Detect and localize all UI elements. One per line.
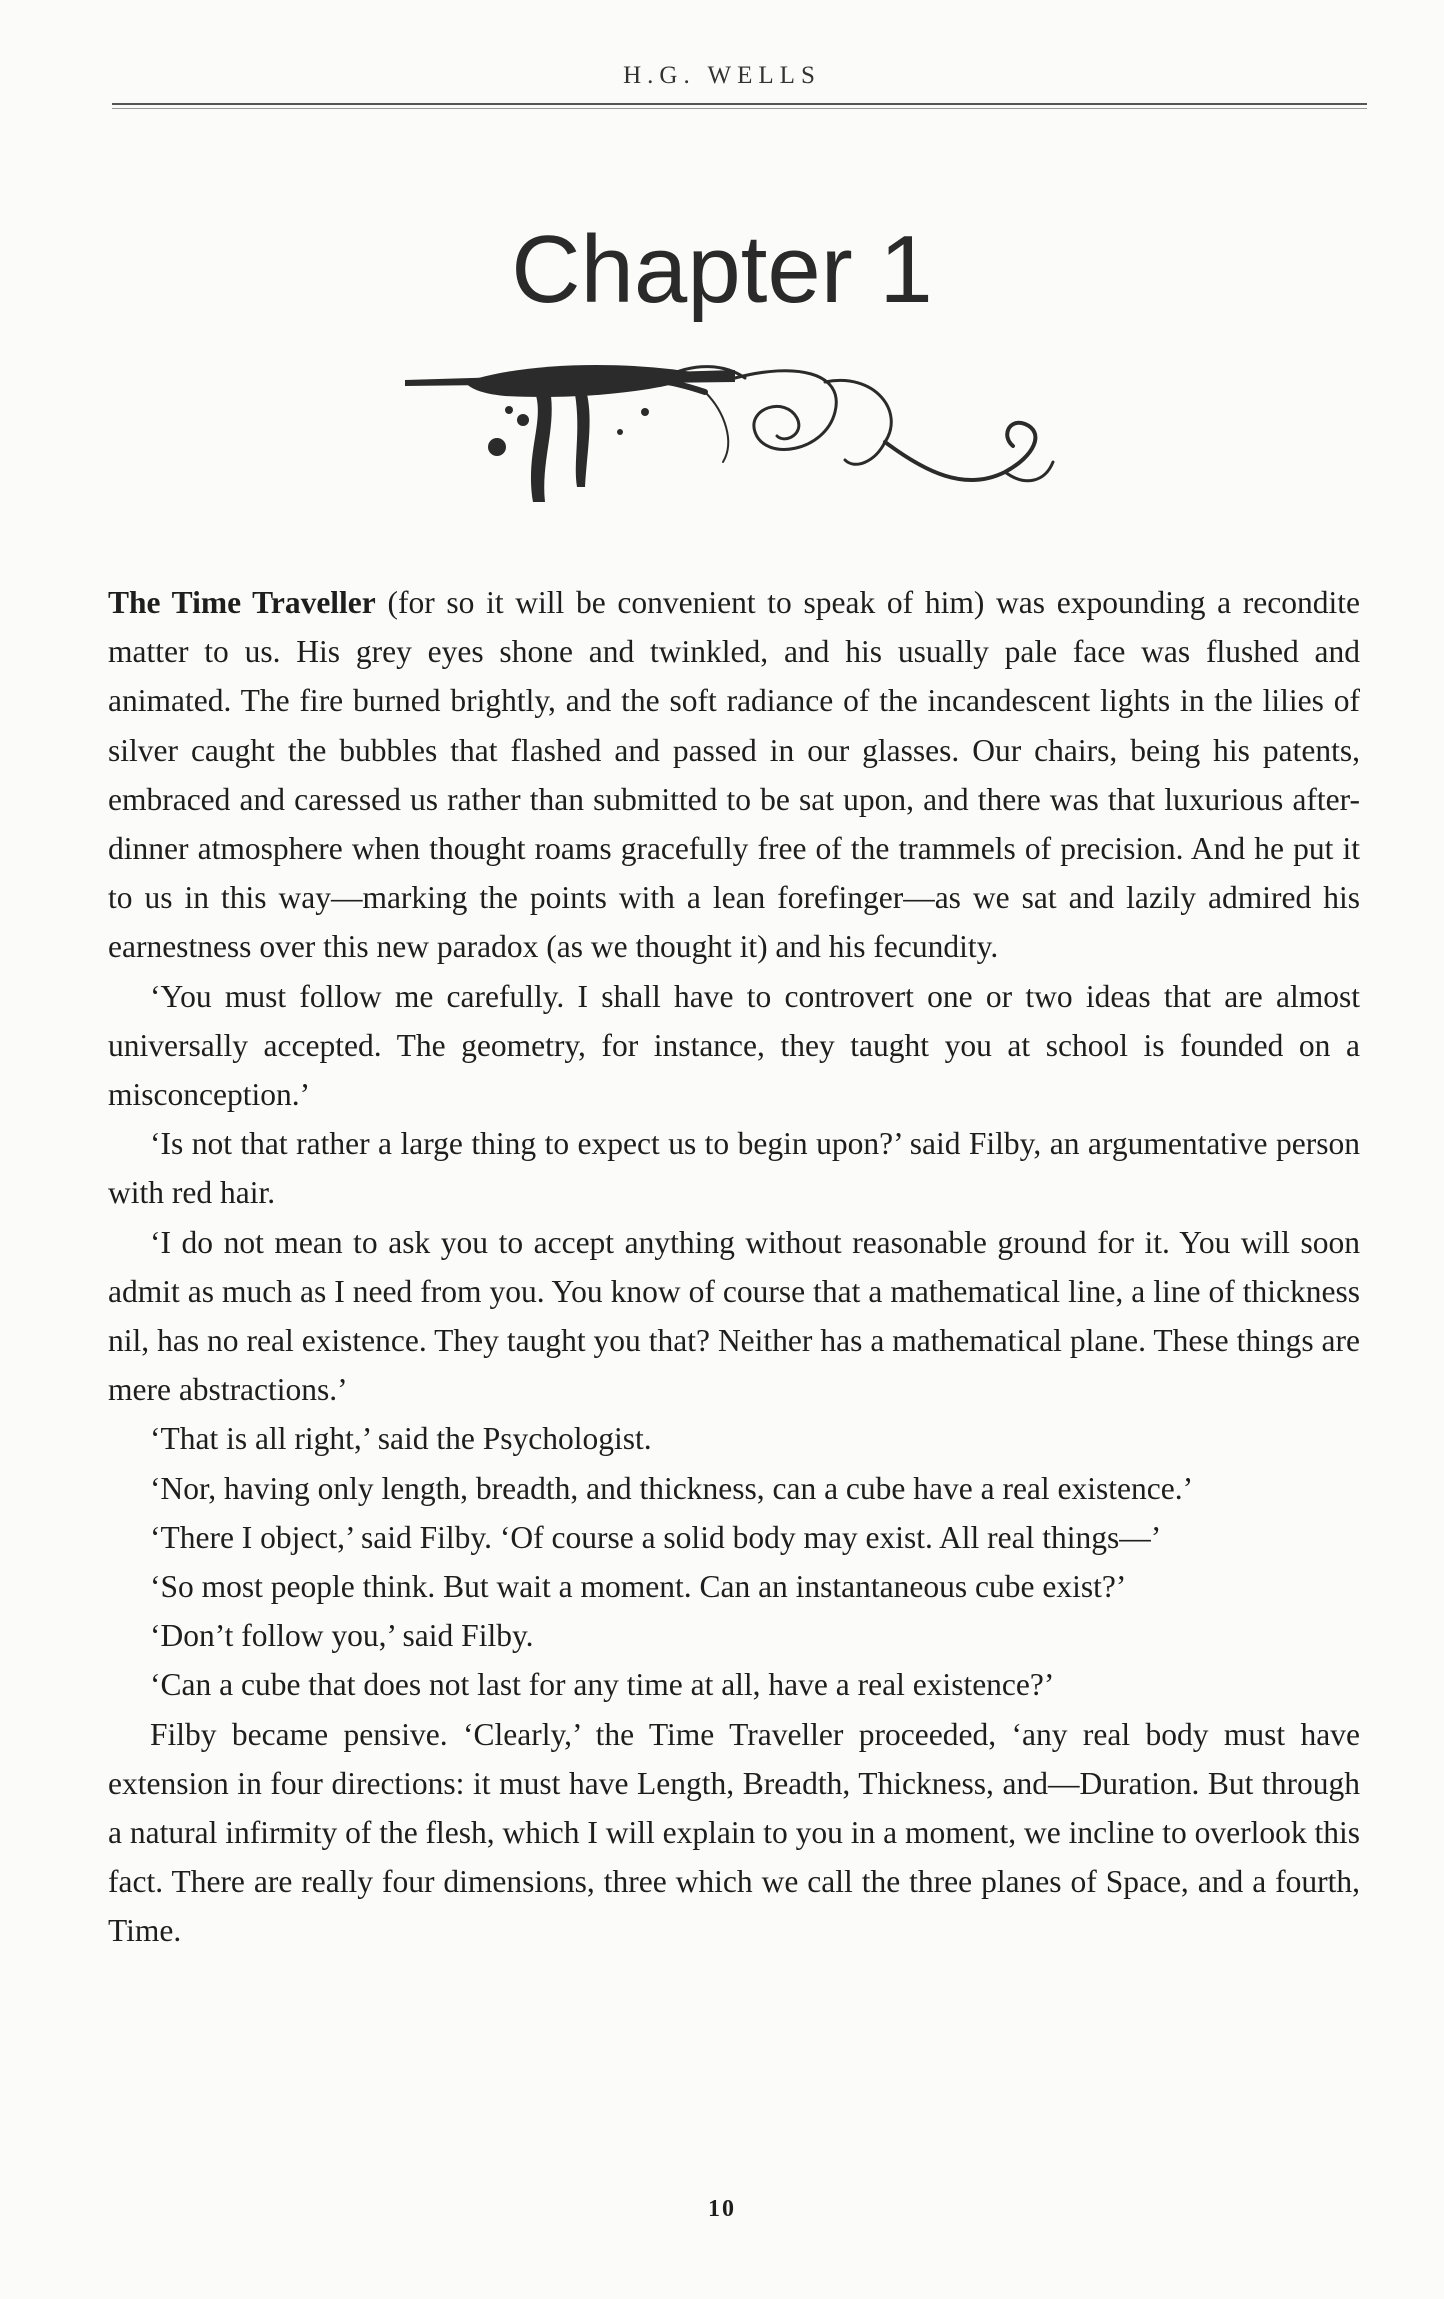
- paragraph: ‘Nor, having only length, breadth, and thickness, can a cube have a real existence.’: [150, 1470, 1194, 1506]
- paragraph: ‘Is not that rather a large thing to expect us to begin upon?’ said Filby, an argumentative person with red hair.: [108, 1126, 1360, 1211]
- paragraph: ‘Don’t follow you,’ said Filby.: [150, 1618, 534, 1654]
- page-number: 10: [708, 2196, 736, 2222]
- paragraph: ‘There I object,’ said Filby. ‘Of course a solid body may exist. All real things—’: [150, 1519, 1162, 1555]
- header-rule: [112, 103, 1367, 105]
- running-head: H.G. WELLS: [623, 62, 821, 89]
- paragraph: ‘Can a cube that does not last for any time at all, have a real existence?’: [150, 1667, 1055, 1703]
- chapter-title: Chapter 1: [511, 216, 933, 323]
- header-rule-thin: [112, 108, 1367, 109]
- paragraph-text: (for so it will be convenient to speak of him) was expounding a recondite matter to us. His grey eyes shone and twinkled, and his usually pale face was flushed and animated. The fire burned brightly, and the soft radiance of the incandescent lights in the lilies of silver caught the bubbles that flashed and passed in our glasses. Our chairs, being his patents, embraced and caressed us rather than submitted to be sat upon, and there was that luxurious after-dinner atmosphere when thought roams gracefully free of the trammels of precision. And he put it to us in this way—marking the points with a lean forefinger—as we sat and lazily admired his earnestness over this new paradox (as we thought it) and his fecundity.: [108, 585, 1360, 965]
- lead-in: The Time Traveller: [108, 585, 376, 620]
- chapter-text: [108, 578, 1360, 1956]
- paragraph: ‘I do not mean to ask you to accept anything without reasonable ground for it. You will soon admit as much as I need from you. You know of course that a mathematical line, a line of thickness nil, has no real existence. They taught you that? Neither has a mathematical plane. These things are mere abstractions.’: [108, 1224, 1360, 1408]
- paragraph: [108, 578, 1360, 972]
- paragraph: Filby became pensive. ‘Clearly,’ the Time Traveller proceeded, ‘any real body must have extension in four directions: it must have Length, Breadth, Thickness, and—Duration. But through a natural infirmity of the flesh, which I will explain to you in a moment, we incline to overlook this fact. There are really four dimensions, three which we call the three planes of Space, and a fourth, Time.: [108, 1716, 1360, 1949]
- flourish-ornament-icon: [405, 352, 1105, 532]
- paragraph: ‘That is all right,’ said the Psychologist.: [150, 1421, 652, 1457]
- paragraph: ‘You must follow me carefully. I shall have to controvert one or two ideas that are almost universally accepted. The geometry, for instance, they taught you at school is founded on a misconception.’: [108, 978, 1360, 1113]
- paragraph: ‘So most people think. But wait a moment. Can an instantaneous cube exist?’: [150, 1569, 1127, 1605]
